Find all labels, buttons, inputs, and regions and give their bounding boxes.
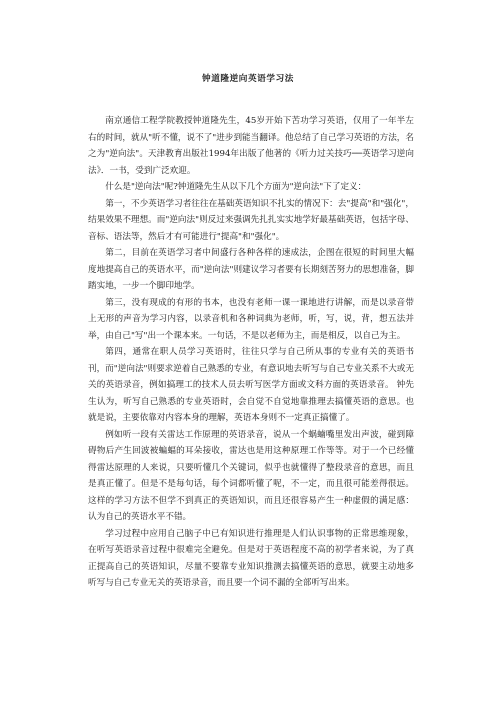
- paragraph-5: 第三，没有现成的有形的书本，也没有老师一课一课地进行讲解，而是以录音带上无形的声音为学习内容，以录音机和各种词典为老师，听，写，说，背，想五法并举，由自己"写"出一个课本来。一句话，不是以老师为主，而是相反，以自己为主。: [88, 297, 414, 341]
- paragraph-2: 什么是"逆向法"呢?钟道隆先生从以下几个方面为"逆向法"下了定义：: [105, 182, 367, 192]
- paragraph-4: 第二，目前在英语学习者中间盛行各种各样的速成法，企图在很短的时间里大幅度地提高自己的英语水平，而"逆向法"则建议学习者要有长期刻苦努力的思想准备，脚踏实地，一步一个脚印地学。: [88, 248, 414, 291]
- document-body: [88, 113, 414, 592]
- paragraph-7: 例如听一段有关雷达工作原理的英语录音，说从一个蜗蝻嘴里发出声波，碰到障碍物后产生回波被蝙蝠的耳朵接收，雷达也是用这种原理工作等等。对于一个已经懂得雷达原理的人来说，只要听懂几个关键词，似乎也就懂得了整段录音的意思，而且是真正懂了。但是不是每句话，每个词都听懂了呢，不一定，而且很可能差得很远。这样的学习方法不但学不到真正的英语知识，而且还很容易产生一种虚假的满足感：认为自己的英语水平不错。: [88, 429, 414, 522]
- document-title: 钟道隆逆向英语学习法: [202, 74, 294, 84]
- paragraph-1: 南京通信工程学院教授钟道隆先生，45岁开始下苦功学习英语，仅用了一年半左右的时间，就从"听不懂，说不了"进步到能当翻译。他总结了自己学习英语的方法，名之为"逆向法"。天津教育出版社1994年出版了他著的《听力过关技巧──英语学习逆向法》．一书，受到广泛欢迎。: [88, 116, 414, 176]
- paragraph-6: 第四，通常在职人员学习英语时，往往只学与自己所从事的专业有关的英语书刊，而"逆向法"则要求逆着自己熟悉的专业，有意识地去听写与自己专业关系不大或无关的英语录音，例如搞理工的技术人员去听写医学方面或文科方面的英语录音。 钟先生认为，听写自己熟悉的专业英语时，会自觉不自觉地靠推理去搞懂英语的意思。也就是说，主要依靠对内容本身的理解，英语本身则不一定真正搞懂了。: [88, 347, 414, 423]
- paragraph-3: 第一，不少英语学习者往往在基础英语知识不扎实的情况下：去"提高"和"强化"，结果效果不理想。而"逆向法"则反过来强调先扎扎实实地学好最基础英语，包括字母、音标、语法等，然后才有可能进行"提高"和"强化"。: [88, 198, 414, 242]
- paragraph-8: 学习过程中应用自己脑子中已有知识进行推理是人们认识事物的正常思维现象，在听写英语录音过程中很难完全避免。但是对于英语程度不高的初学者来说，为了真正提高自己的英语知识，尽量不要靠专业知识推测去搞懂英语的意思，就要主动地多听写与自己专业无关的英语录音，而且要一个词不漏的全部听写出来。: [88, 528, 414, 588]
